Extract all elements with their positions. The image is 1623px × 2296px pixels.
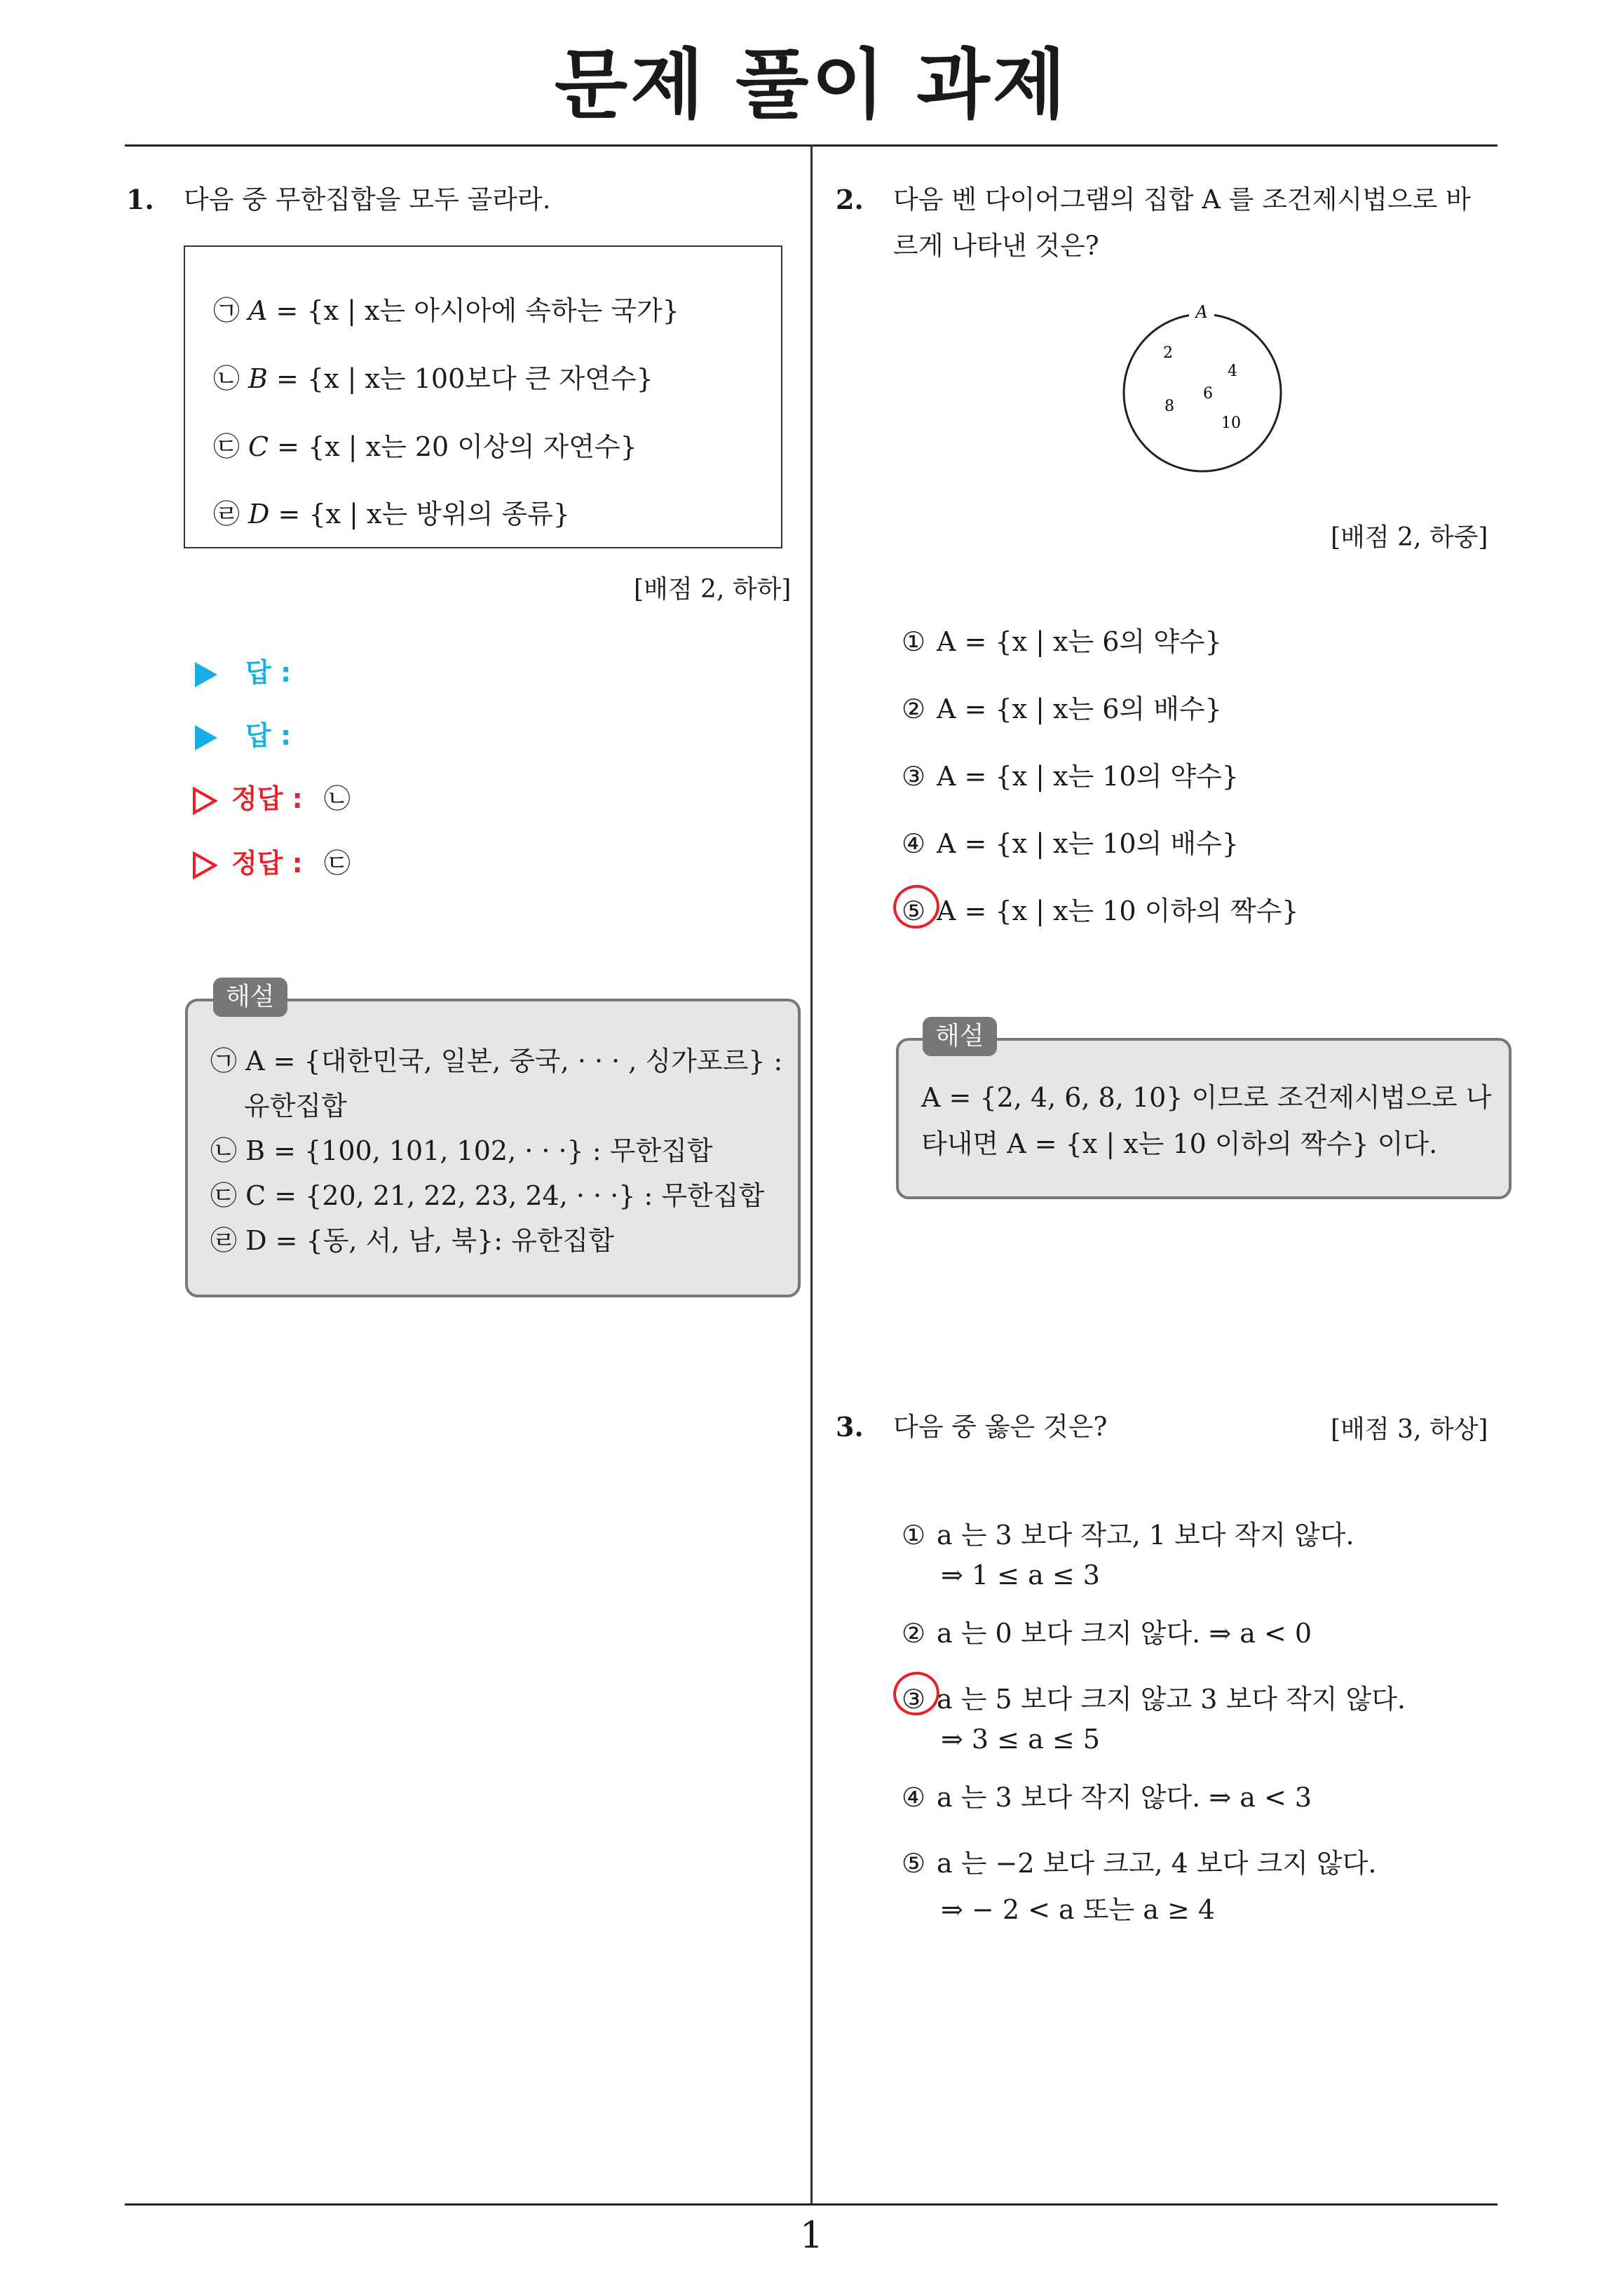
option-text: A = {x | x는 10의 약수} (937, 761, 1239, 792)
q1-answer-line-2[interactable] (195, 714, 291, 752)
q1-solution-box (185, 999, 801, 1297)
q1-box-marker: ㉠ (213, 295, 240, 326)
q1-box-row (213, 492, 570, 531)
q3-score: [배점 3, 하상] (1331, 1415, 1488, 1444)
venn-element: 10 (1221, 414, 1241, 432)
q1-box-set-name: D (248, 499, 270, 529)
q2-option-4[interactable] (902, 822, 1239, 860)
q1-correct-line-1 (192, 777, 351, 816)
q1-box-marker: ㉢ (213, 431, 240, 462)
q1-text: 다음 중 무한집합을 모두 골라라. (184, 184, 551, 215)
option-marker: ⑤ (902, 896, 926, 926)
answer-label: 답 : (245, 657, 292, 688)
solution-line: 유한집합 (244, 1090, 347, 1121)
q3-option-5-conclusion: ⇒ − 2 < a 또는 a ≥ 4 (941, 1894, 1216, 1925)
q1-solution-tag: 해설 (213, 978, 287, 1017)
page-title: 문제 풀이 과제 (554, 41, 1069, 129)
play-triangle-icon (195, 725, 217, 750)
q1-box-row (213, 289, 679, 327)
option-text: a 는 −2 보다 크고, 4 보다 크지 않다. (937, 1848, 1377, 1879)
q3-text: 다음 중 옳은 것은? (893, 1412, 1108, 1442)
play-triangle-icon (195, 662, 217, 687)
correct-value: ㉢ (323, 848, 351, 879)
option-marker: ④ (902, 828, 926, 859)
footer-rule (125, 2203, 1498, 2206)
q1-correct-line-2 (192, 842, 351, 880)
q2-option-5[interactable] (902, 889, 1298, 928)
correct-label: 정답 : (231, 848, 303, 879)
q1-box-set-name: B (248, 363, 268, 394)
q3-number: 3. (836, 1411, 864, 1443)
q3-option-3[interactable] (902, 1677, 1406, 1716)
q1-number: 1. (126, 184, 154, 215)
answer-label: 답 : (245, 720, 292, 751)
option-marker: ③ (902, 1684, 926, 1715)
outline-triangle-icon (192, 787, 217, 815)
option-text: a 는 5 보다 크지 않고 3 보다 작지 않다. (937, 1684, 1406, 1715)
q2-score: [배점 2, 하중] (1331, 523, 1488, 552)
venn-element: 6 (1203, 385, 1213, 403)
venn-diagram (1108, 295, 1297, 484)
venn-element: 4 (1228, 363, 1237, 380)
option-marker: ① (902, 626, 926, 657)
q3-option-1-conclusion: ⇒ 1 ≤ a ≤ 3 (941, 1560, 1100, 1591)
option-marker: ③ (902, 761, 926, 792)
option-marker: ① (902, 1520, 926, 1551)
correct-label: 정답 : (231, 783, 303, 814)
q2-text-line-1: 다음 벤 다이어그램의 집합 A 를 조건제시법으로 바 (893, 184, 1471, 215)
q3-option-1[interactable] (902, 1513, 1354, 1552)
q1-box-row (213, 425, 637, 464)
q2-solution-tag: 해설 (923, 1017, 997, 1056)
q1-box-row (213, 357, 653, 396)
option-text: a 는 0 보다 크지 않다. ⇒ a < 0 (937, 1618, 1312, 1649)
q1-score: [배점 2, 하하] (634, 575, 792, 604)
venn-circle (1124, 314, 1281, 471)
q1-box-set-name: A (248, 295, 268, 326)
option-marker: ② (902, 1618, 926, 1649)
venn-element: 8 (1164, 398, 1174, 415)
outline-triangle-icon (192, 851, 217, 879)
solution-line: 타내면 A = {x | x는 10 이하의 짝수} 이다. (921, 1128, 1438, 1159)
option-text: A = {x | x는 6의 약수} (937, 626, 1222, 657)
q2-text-line-2: 르게 나타낸 것은? (893, 231, 1099, 261)
q3-option-2[interactable] (902, 1612, 1312, 1650)
q3-option-5[interactable] (902, 1842, 1376, 1880)
q1-box-expr: = {x | x는 아시아에 속하는 국가} (267, 295, 679, 326)
q1-box-expr: = {x | x는 100보다 큰 자연수} (267, 363, 653, 394)
q1-condition-box (184, 245, 782, 548)
option-text: A = {x | x는 10 이하의 짝수} (937, 896, 1299, 926)
q1-box-marker: ㉡ (213, 363, 240, 394)
solution-line: ㉢ C = {20, 21, 22, 23, 24, · · ·} : 무한집합 (210, 1180, 765, 1211)
q1-box-expr: = {x | x는 20 이상의 자연수} (269, 431, 637, 462)
solution-line: ㉣ D = {동, 서, 남, 북}: 유한집합 (210, 1225, 614, 1256)
venn-set-label: A (1195, 302, 1208, 322)
q2-option-1[interactable] (902, 620, 1222, 659)
correct-value: ㉡ (323, 783, 351, 814)
q1-answer-line-1[interactable] (195, 651, 291, 689)
solution-line: A = {2, 4, 6, 8, 10} 이므로 조건제시법으로 나 (921, 1082, 1492, 1113)
option-marker: ④ (902, 1782, 926, 1813)
page-number: 1 (799, 2215, 824, 2257)
solution-line: ㉠ A = {대한민국, 일본, 중국, · · · , 싱가포르} : (210, 1046, 783, 1076)
option-marker: ⑤ (902, 1848, 926, 1879)
q3-option-3-conclusion: ⇒ 3 ≤ a ≤ 5 (941, 1724, 1100, 1755)
solution-line: ㉡ B = {100, 101, 102, · · ·} : 무한집합 (210, 1135, 713, 1166)
q2-option-2[interactable] (902, 687, 1222, 726)
q2-number: 2. (836, 184, 864, 215)
option-text: a 는 3 보다 작고, 1 보다 작지 않다. (937, 1520, 1354, 1551)
option-text: a 는 3 보다 작지 않다. ⇒ a < 3 (937, 1782, 1312, 1813)
option-text: A = {x | x는 10의 배수} (937, 828, 1239, 859)
column-divider (810, 144, 813, 2203)
venn-element: 2 (1163, 344, 1173, 362)
option-marker: ② (902, 694, 926, 724)
q1-box-marker: ㉣ (213, 499, 240, 529)
option-text: A = {x | x는 6의 배수} (937, 694, 1222, 724)
q2-solution-box (896, 1038, 1512, 1199)
q1-box-expr: = {x | x는 방위의 종류} (269, 499, 571, 529)
q1-box-set-name: C (248, 431, 269, 462)
q3-option-4[interactable] (902, 1776, 1312, 1814)
q2-option-3[interactable] (902, 755, 1239, 793)
